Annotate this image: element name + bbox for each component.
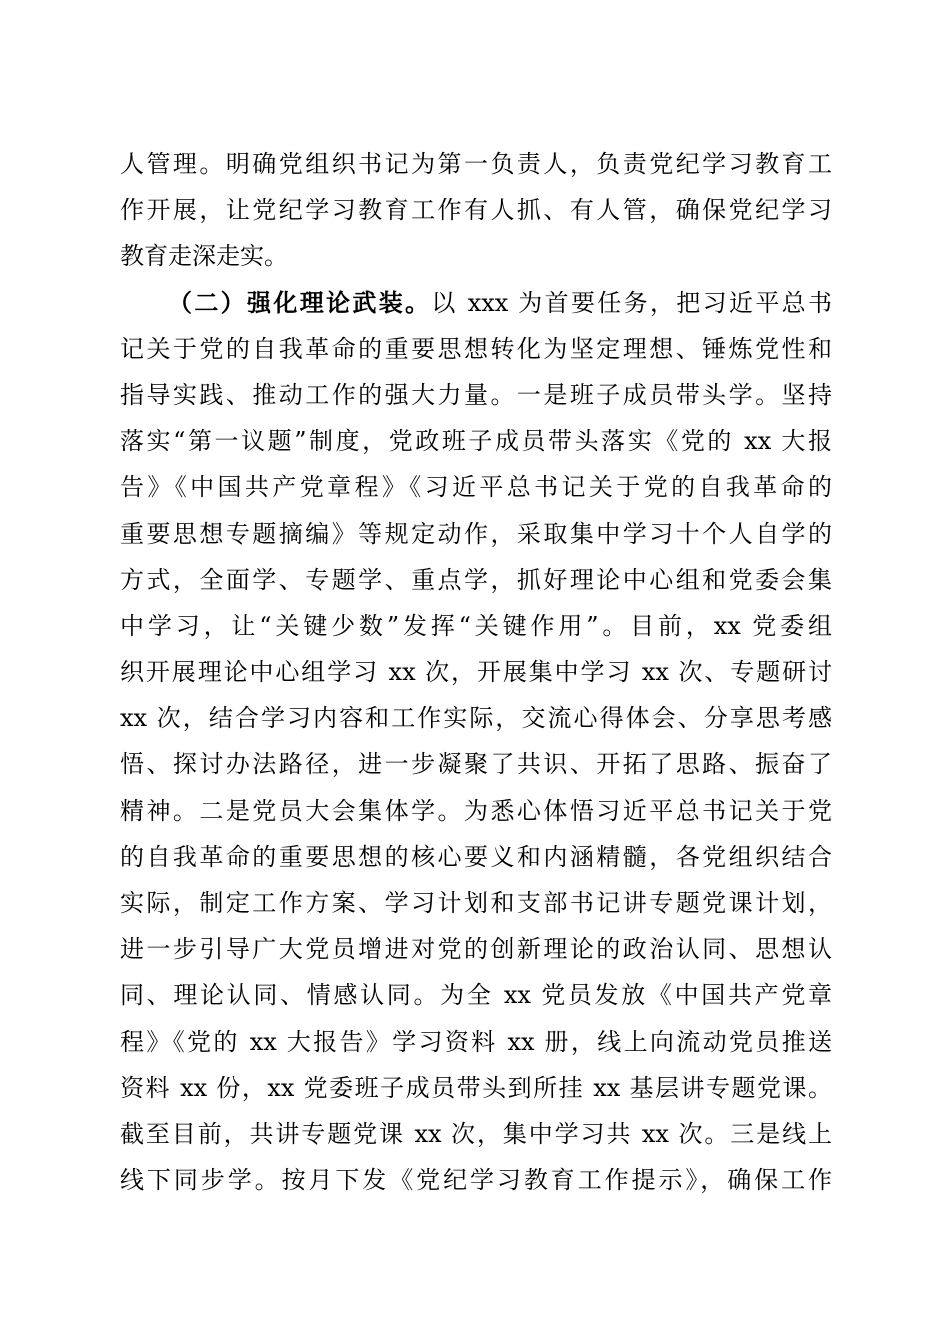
text-line: 线下同步学。按月下发《党纪学习教育工作提示》，确保工作 <box>120 1166 832 1195</box>
text-line: 进一步引导广大党员增进对党的创新理论的政治认同、思想认 <box>120 935 832 964</box>
text-line: 资料 xx 份，xx 党委班子成员带头到所挂 xx 基层讲专题党课。 <box>120 1073 832 1102</box>
text-line: 重要思想专题摘编》等规定动作，采取集中学习十个人自学的 <box>120 519 832 548</box>
text-line: 程》《党的 xx 大报告》学习资料 xx 册，线上向流动党员推送 <box>120 1027 832 1056</box>
text-line: 截至目前，共讲专题党课 xx 次，集中学习共 xx 次。三是线上 <box>120 1119 832 1148</box>
text-line: 中学习，让“关键少数”发挥“关键作用”。目前，xx 党委组 <box>120 611 832 640</box>
text-line: 精神。二是党员大会集体学。为悉心体悟习近平总书记关于党 <box>120 796 832 825</box>
paragraph-2 <box>120 280 832 1204</box>
text-line: 织开展理论中心组学习 xx 次，开展集中学习 xx 次、专题研讨 <box>120 658 832 687</box>
text-line: 悟、探讨办法路径，进一步凝聚了共识、开拓了思路、振奋了 <box>120 750 832 779</box>
section-heading: （二）强化理论武装。 <box>168 287 432 317</box>
text-line: 人管理。明确党组织书记为第一负责人，负责党纪学习教育工 <box>120 150 832 178</box>
paragraph-1 <box>120 141 832 280</box>
text-line: 落实“第一议题”制度，党政班子成员带头落实《党的 xx 大报 <box>120 427 832 456</box>
text-line: 实际，制定工作方案、学习计划和支部书记讲专题党课计划， <box>120 889 832 917</box>
text-line: 记关于党的自我革命的重要思想转化为坚定理想、锤炼党性和 <box>120 334 832 363</box>
text-line: xx 次，结合学习内容和工作实际，交流心得体会、分享思考感 <box>120 704 832 733</box>
text-line: 同、理论认同、情感认同。为全 xx 党员发放《中国共产党章 <box>120 981 832 1010</box>
text-line: 方式，全面学、专题学、重点学，抓好理论中心组和党委会集 <box>120 565 832 594</box>
text-line: 指导实践、推动工作的强大力量。一是班子成员带头学。坚持 <box>120 380 832 409</box>
paragraph-2-first-line <box>120 280 832 326</box>
text-line: 告》《中国共产党章程》《习近平总书记关于党的自我革命的 <box>120 473 832 502</box>
text-line: 的自我革命的重要思想的核心要义和内涵精髓，各党组织结合 <box>120 842 832 871</box>
text-line: 教育走深走实。 <box>120 242 288 271</box>
document-body <box>120 141 832 1203</box>
text-line: 作开展，让党纪学习教育工作有人抓、有人管，确保党纪学习 <box>120 196 832 225</box>
first-line-text: 以 xxx 为首要任务，把习近平总书 <box>431 288 832 317</box>
